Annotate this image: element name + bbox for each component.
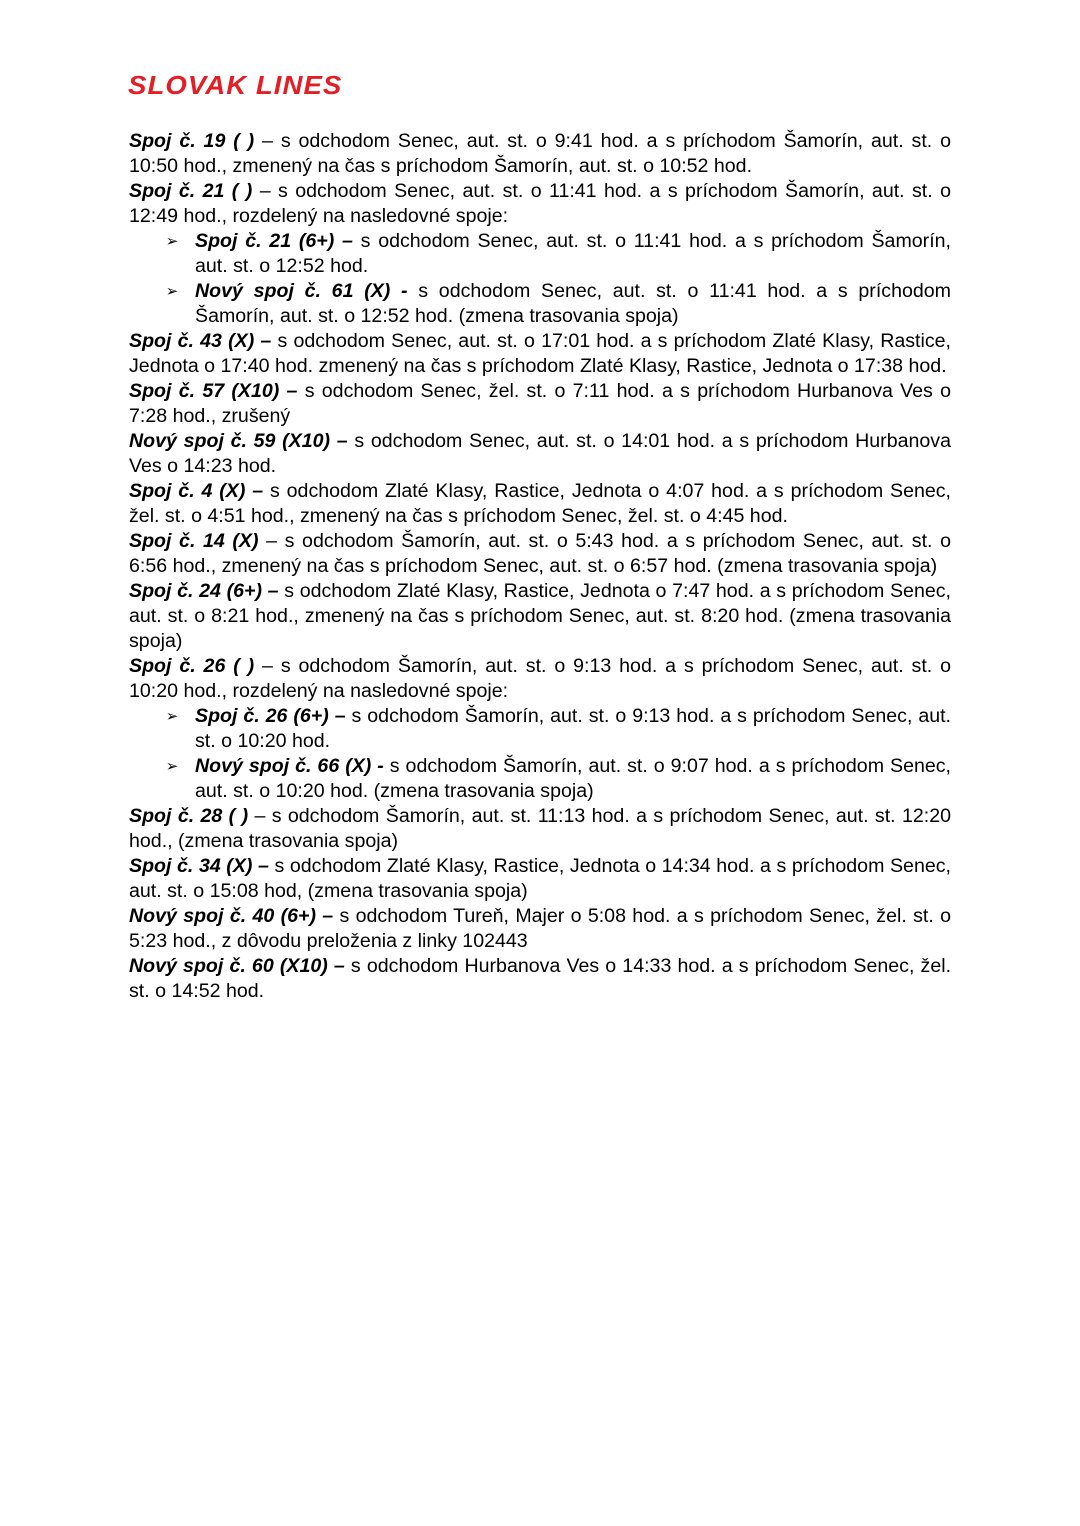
entry-spoj-28: Spoj č. 28 ( ) – s odchodom Šamorín, aut. st. 11:13 hod. a s príchodom Senec, aut. st. 12:20 hod., (zmena trasovania spoja) xyxy=(129,805,951,852)
entry-spoj-21-split-list xyxy=(129,229,951,329)
entry-spoj-26: Spoj č. 26 ( ) – s odchodom Šamorín, aut. st. o 9:13 hod. a s príchodom Senec, aut. st. o 10:20 hod., rozdelený na nasledovné spoje: xyxy=(129,655,951,702)
entry-spoj-21: Spoj č. 21 ( ) – s odchodom Senec, aut. st. o 11:41 hod. a s príchodom Šamorín, aut. st. o 12:49 hod., rozdelený na nasledovné spoje: xyxy=(129,180,952,227)
entry-spoj-14: Spoj č. 14 (X) – s odchodom Šamorín, aut. st. o 5:43 hod. a s príchodom Senec, aut. st. o 6:56 hod., zmenený na čas s príchodom Senec, aut. st. o 6:57 hod. (zmena trasovania spoja) xyxy=(129,530,951,577)
entry-spoj-26-split-list xyxy=(129,704,951,804)
arrow-bullet-icon: ➢ xyxy=(165,758,179,775)
list-item: ➢ Nový spoj č. 66 (X) - s odchodom Šamorín, aut. st. o 9:07 hod. a s príchodom Senec, aut. st. o 10:20 hod. (zmena trasovania spoja) xyxy=(165,755,951,802)
list-item: ➢ Nový spoj č. 61 (X) - s odchodom Senec, aut. st. o 11:41 hod. a s príchodom Šamorín, aut. st. o 12:52 hod. (zmena trasovania spoja) xyxy=(165,280,951,327)
entry-novy-spoj-60: Nový spoj č. 60 (X10) – s odchodom Hurbanova Ves o 14:33 hod. a s príchodom Senec, žel. st. o 14:52 hod. xyxy=(129,955,952,1002)
entry-spoj-43: Spoj č. 43 (X) – s odchodom Senec, aut. st. o 17:01 hod. a s príchodom Zlaté Klasy, Rastice, Jednota o 17:40 hod. zmenený na čas s príchodom Zlaté Klasy, Rastice, Jednota o 17:38 hod. xyxy=(129,330,951,377)
slovak-lines-logo: SLOVAK LINES xyxy=(128,70,343,100)
list-item: ➢ Spoj č. 26 (6+) – s odchodom Šamorín, aut. st. o 9:13 hod. a s príchodom Senec, aut. st. o 10:20 hod. xyxy=(165,705,951,752)
entry-novy-spoj-59: Nový spoj č. 59 (X10) – s odchodom Senec, aut. st. o 14:01 hod. a s príchodom Hurbanova Ves o 14:23 hod. xyxy=(129,430,951,477)
entry-novy-spoj-40: Nový spoj č. 40 (6+) – s odchodom Tureň, Majer o 5:08 hod. a s príchodom Senec, žel. st. o 5:23 hod., z dôvodu preloženia z linky 102443 xyxy=(129,905,951,952)
arrow-bullet-icon: ➢ xyxy=(165,233,179,250)
entry-spoj-4: Spoj č. 4 (X) – s odchodom Zlaté Klasy, Rastice, Jednota o 4:07 hod. a s príchodom Senec, žel. st. o 4:51 hod., zmenený na čas s príchodom Senec, žel. st. o 4:45 hod. xyxy=(129,480,951,527)
list-item: ➢ Spoj č. 21 (6+) – s odchodom Senec, aut. st. o 11:41 hod. a s príchodom Šamorín, aut. st. o 12:52 hod. xyxy=(165,230,951,277)
arrow-bullet-icon: ➢ xyxy=(165,283,179,300)
entry-spoj-19: Spoj č. 19 ( ) – s odchodom Senec, aut. st. o 9:41 hod. a s príchodom Šamorín, aut. st. o 10:50 hod., zmenený na čas s príchodom Šamorín, aut. st. o 10:52 hod. xyxy=(129,130,951,177)
entry-spoj-34: Spoj č. 34 (X) – s odchodom Zlaté Klasy, Rastice, Jednota o 14:34 hod. a s príchodom Senec, aut. st. o 15:08 hod, (zmena trasovania spoja) xyxy=(129,855,951,902)
entry-spoj-24: Spoj č. 24 (6+) – s odchodom Zlaté Klasy, Rastice, Jednota o 7:47 hod. a s príchodom Senec, aut. st. o 8:21 hod., zmenený na čas s príchodom Senec, aut. st. 8:20 hod. (zmena trasovania spoja) xyxy=(129,580,951,652)
entry-spoj-57: Spoj č. 57 (X10) – s odchodom Senec, žel. st. o 7:11 hod. a s príchodom Hurbanova Ves o 7:28 hod., zrušený xyxy=(129,380,952,427)
arrow-bullet-icon: ➢ xyxy=(165,708,179,725)
timetable-changes xyxy=(129,129,951,1004)
